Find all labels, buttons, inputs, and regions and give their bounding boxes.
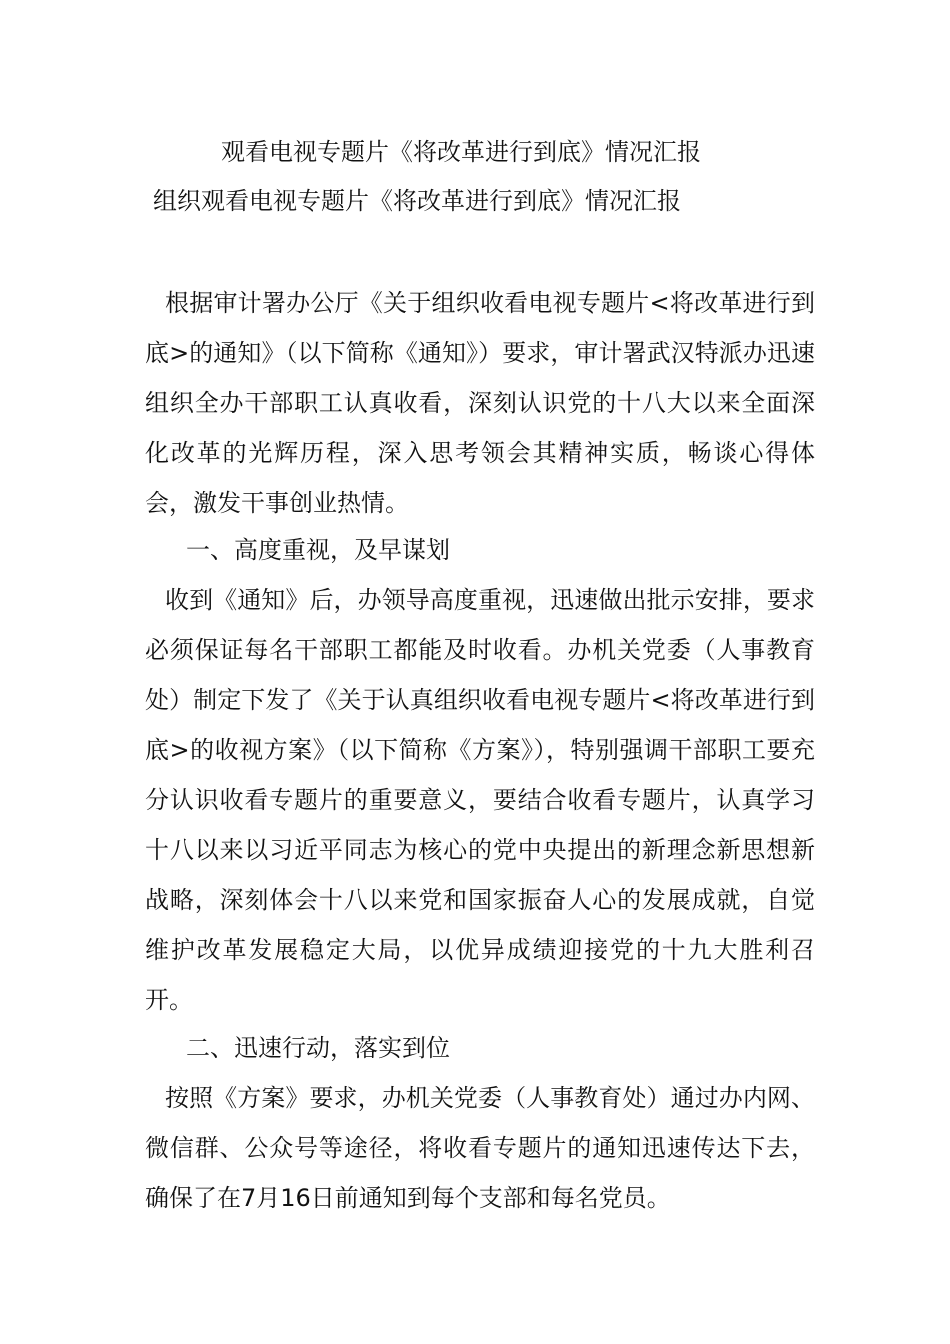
section-heading-1: 一、高度重视，及早谋划 <box>186 536 450 564</box>
document-title: 观看电视专题片《将改革进行到底》情况汇报 <box>221 138 701 166</box>
section-paragraph-2: 按照《方案》要求，办机关党委（人事教育处）通过办内网、微信群、公众号等途径，将收看专题片的通知迅速传达下去，确保了在7月16日前通知到每个支部和每名党员。 <box>145 1084 815 1212</box>
section-paragraph-1: 收到《通知》后，办领导高度重视，迅速做出批示安排，要求必须保证每名干部职工都能及时收看。办机关党委（人事教育处）制定下发了《关于认真组织收看电视专题片<将改革进行到底>的收视方案》（以下简称《方案》），特别强调干部职工要充分认识收看专题片的重要意义，要结合收看专题片，认真学习十八以来以习近平同志为核心的党中央提出的新理念新思想新战略，深刻体会十八以来党和国家振奋人心的发展成就，自觉维护改革发展稳定大局，以优异成绩迎接党的十九大胜利召开。 <box>145 586 815 1014</box>
intro-paragraph: 根据审计署办公厅《关于组织收看电视专题片<将改革进行到底>的通知》（以下简称《通知》）要求，审计署武汉特派办迅速组织全办干部职工认真收看，深刻认识党的十八大以来全面深化改革的光辉历程，深入思考领会其精神实质，畅谈心得体会，激发干事创业热情。 <box>145 289 815 517</box>
section-heading-2: 二、迅速行动，落实到位 <box>186 1034 450 1062</box>
document-subtitle: 组织观看电视专题片《将改革进行到底》情况汇报 <box>153 187 681 215</box>
